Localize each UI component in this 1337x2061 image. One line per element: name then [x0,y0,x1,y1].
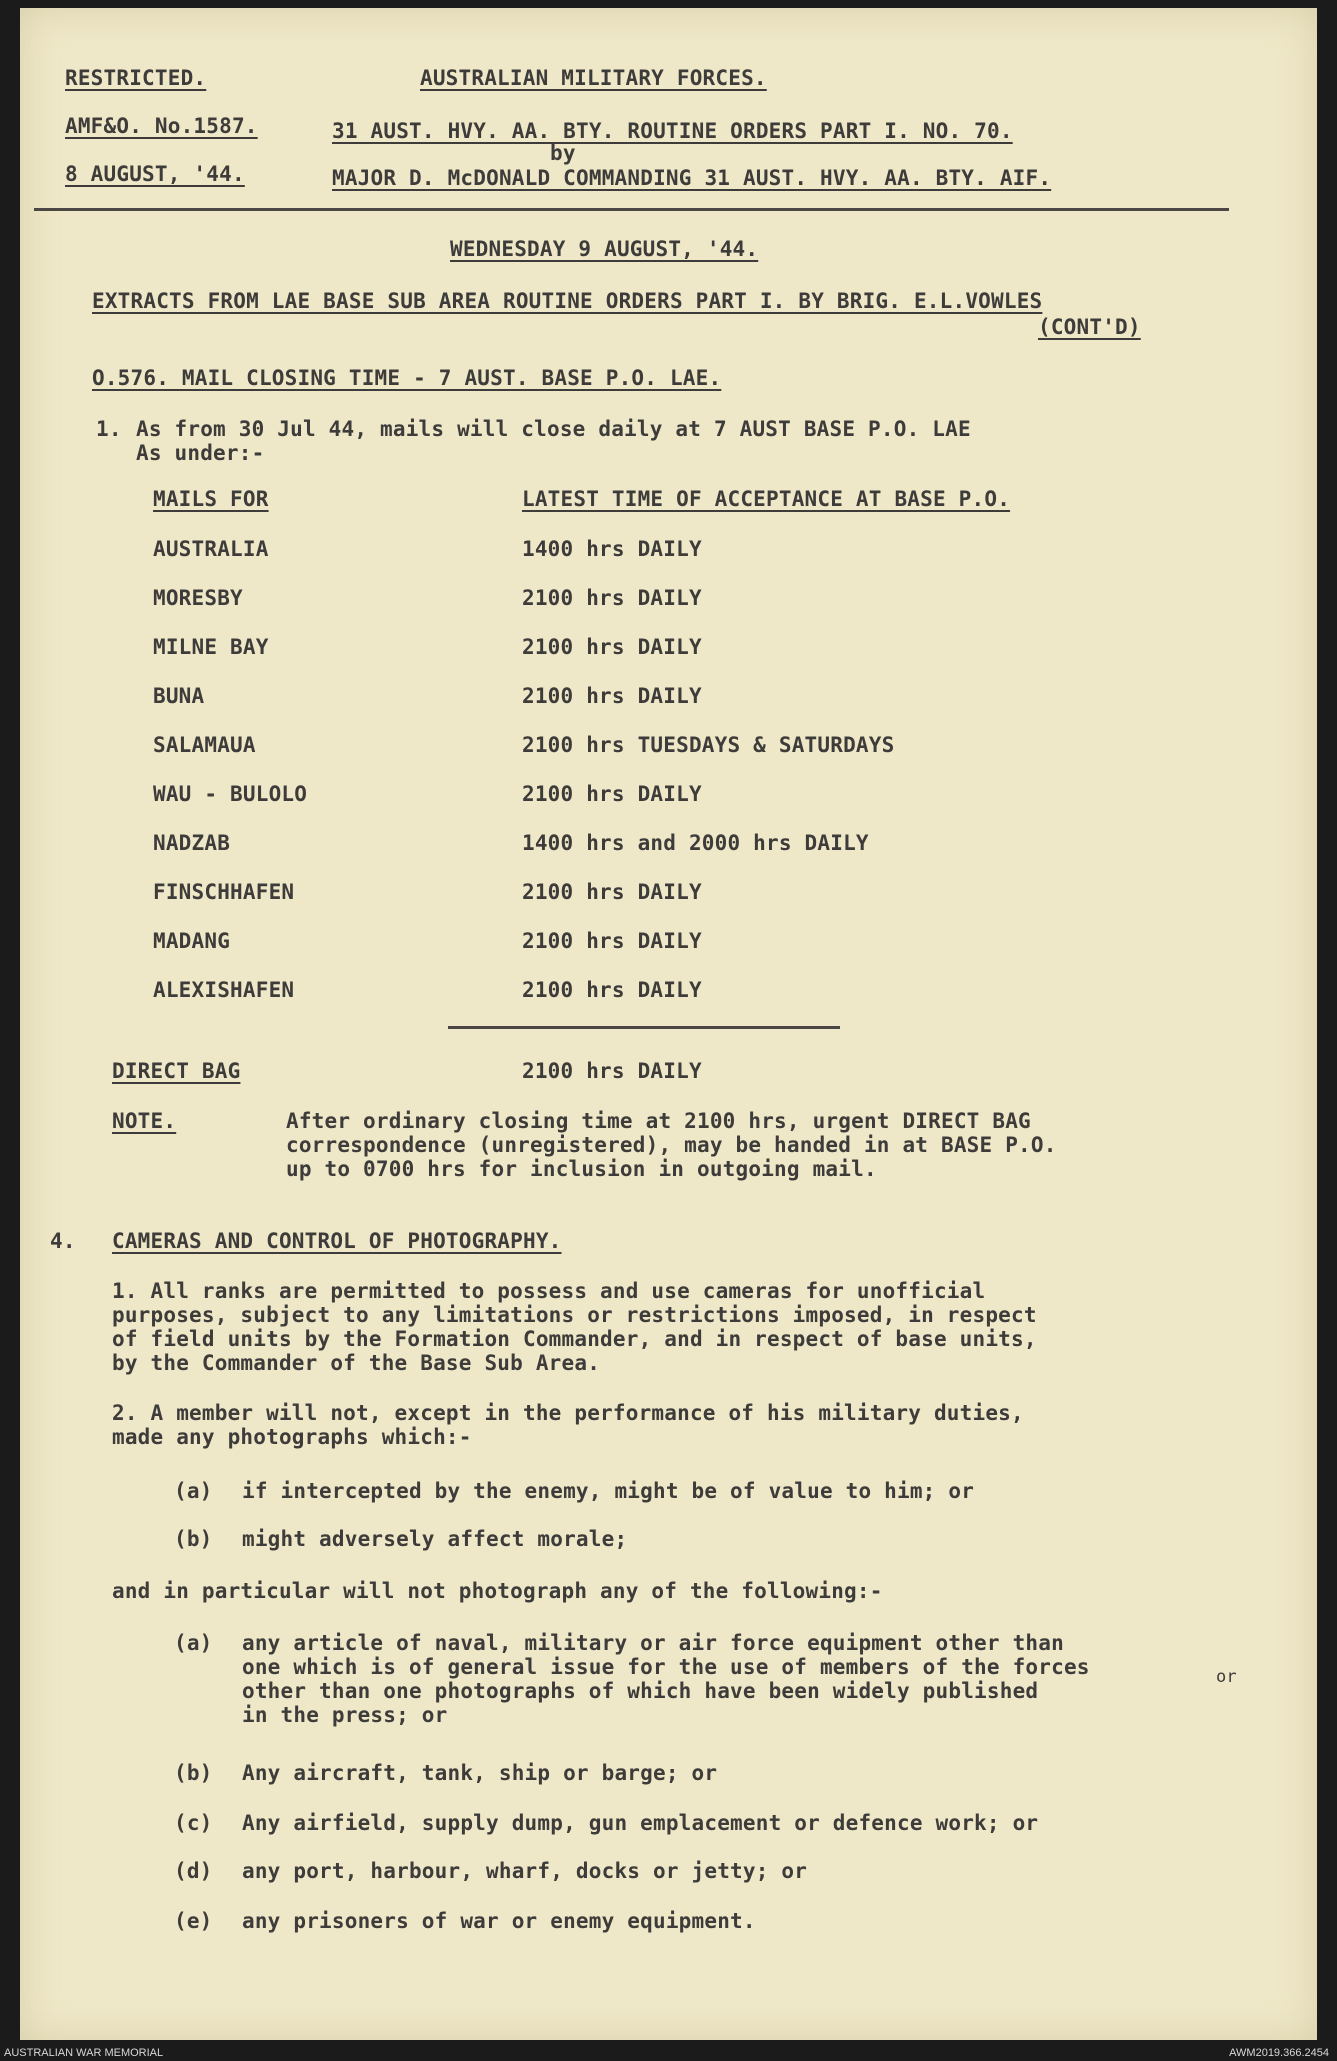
prohibited-item-text: Any airfield, supply dump, gun emplacement or defence work; or [242,1811,1039,1835]
document-title: AUSTRALIAN MILITARY FORCES. [420,66,767,90]
footer-right: AWM2019.366.2454 [1229,2047,1329,2059]
cameras-p1-line-1: 1. All ranks are permitted to possess and use cameras for unofficial [112,1279,986,1303]
day-heading: WEDNESDAY 9 AUGUST, '44. [450,237,759,261]
mail-closing-time: 2100 hrs DAILY [522,782,702,806]
cameras-p1-line-4: by the Commander of the Base Sub Area. [112,1351,601,1375]
direct-bag-label: DIRECT BAG [112,1059,241,1083]
item-a-line-3: other than one photographs of which have been widely published [242,1679,1039,1703]
mail-destination: FINSCHHAFEN [153,880,295,904]
particular-line: and in particular will not photograph any of the following:- [112,1579,883,1603]
extracts-heading: EXTRACTS FROM LAE BASE SUB AREA ROUTINE ORDERS PART I. BY BRIG. E.L.VOWLES [92,289,1043,313]
mail-closing-time: 2100 hrs TUESDAYS & SATURDAYS [522,733,895,757]
note-line-2: correspondence (unregistered), may be handed in at BASE P.O. [286,1133,1057,1157]
cameras-p2-line-2: made any photographs which:- [112,1425,472,1449]
mail-destination: AUSTRALIA [153,537,269,561]
prohibited-item-text: any prisoners of war or enemy equipment. [242,1909,756,1933]
item-a-line-4: in the press; or [242,1703,448,1727]
prohibited-item-label: (b) [174,1761,213,1785]
mail-destination: BUNA [153,684,205,708]
note-line-1: After ordinary closing time at 2100 hrs, urgent DIRECT BAG [286,1109,1031,1133]
condition-b-label: (b) [174,1527,213,1551]
mail-closing-time: 2100 hrs DAILY [522,684,702,708]
mail-closing-time: 2100 hrs DAILY [522,635,702,659]
item-a-or-annotation: or [1216,1667,1237,1687]
by-text: by [550,141,576,165]
condition-a-label: (a) [174,1479,213,1503]
mail-destination: ALEXISHAFEN [153,978,295,1002]
footer-left: AUSTRALIAN WAR MEMORIAL [4,2047,164,2059]
mail-destination: MORESBY [153,586,243,610]
cameras-p1-line-2: purposes, subject to any limitations or restrictions imposed, in respect [112,1303,1037,1327]
prohibited-item-label: (d) [174,1859,213,1883]
prohibited-item-text: any port, harbour, wharf, docks or jetty; or [242,1859,808,1883]
mail-para-line-1: As from 30 Jul 44, mails will close daily at 7 AUST BASE P.O. LAE [136,417,971,441]
mail-para-line-2: As under:- [136,441,265,465]
mail-closing-time: 1400 hrs DAILY [522,537,702,561]
orders-title: 31 AUST. HVY. AA. BTY. ROUTINE ORDERS PART I. NO. 70. [332,119,1013,143]
cameras-p2-line-1: 2. A member will not, except in the performance of his military duties, [112,1401,1024,1425]
condition-a-text: if intercepted by the enemy, might be of value to him; or [242,1479,975,1503]
mail-para-number: 1. [96,417,122,441]
prohibited-item-label: (c) [174,1811,213,1835]
cameras-section-number: 4. [50,1229,76,1253]
column-header-mails-for: MAILS FOR [153,487,269,511]
note-label: NOTE. [112,1109,177,1133]
order-date: 8 AUGUST, '44. [65,162,245,186]
prohibited-item-text: Any aircraft, tank, ship or barge; or [242,1761,718,1785]
mail-section-heading: O.576. MAIL CLOSING TIME - 7 AUST. BASE P.O. LAE. [92,366,722,390]
mail-closing-time: 2100 hrs DAILY [522,978,702,1002]
mail-destination: MILNE BAY [153,635,269,659]
reference-number: AMF&O. No.1587. [65,114,258,138]
note-line-3: up to 0700 hrs for inclusion in outgoing mail. [286,1157,877,1181]
contd-label: (CONT'D) [1038,315,1141,339]
item-a-line-2: one which is of general issue for the use of members of the forces [242,1655,1090,1679]
mail-destination: NADZAB [153,831,231,855]
mail-destination: SALAMAUA [153,733,256,757]
item-a-line-1: any article of naval, military or air force equipment other than [242,1631,1064,1655]
mail-closing-time: 1400 hrs and 2000 hrs DAILY [522,831,869,855]
prohibited-item-label: (e) [174,1909,213,1933]
header-rule [34,208,1229,211]
mail-destination: MADANG [153,929,231,953]
mail-destination: WAU - BULOLO [153,782,308,806]
mail-closing-time: 2100 hrs DAILY [522,586,702,610]
document-page [20,8,1317,2040]
condition-b-text: might adversely affect morale; [242,1527,628,1551]
cameras-section-heading: CAMERAS AND CONTROL OF PHOTOGRAPHY. [112,1229,562,1253]
restricted-label: RESTRICTED. [65,66,207,90]
cameras-p1-line-3: of field units by the Formation Commander, and in respect of base units, [112,1327,1037,1351]
mail-closing-time: 2100 hrs DAILY [522,880,702,904]
item-a-label: (a) [174,1631,213,1655]
direct-bag-time: 2100 hrs DAILY [522,1059,702,1083]
table-divider [448,1026,840,1029]
commander-line: MAJOR D. McDONALD COMMANDING 31 AUST. HVY. AA. BTY. AIF. [332,166,1052,190]
column-header-latest-time: LATEST TIME OF ACCEPTANCE AT BASE P.O. [522,487,1011,511]
mail-closing-time: 2100 hrs DAILY [522,929,702,953]
